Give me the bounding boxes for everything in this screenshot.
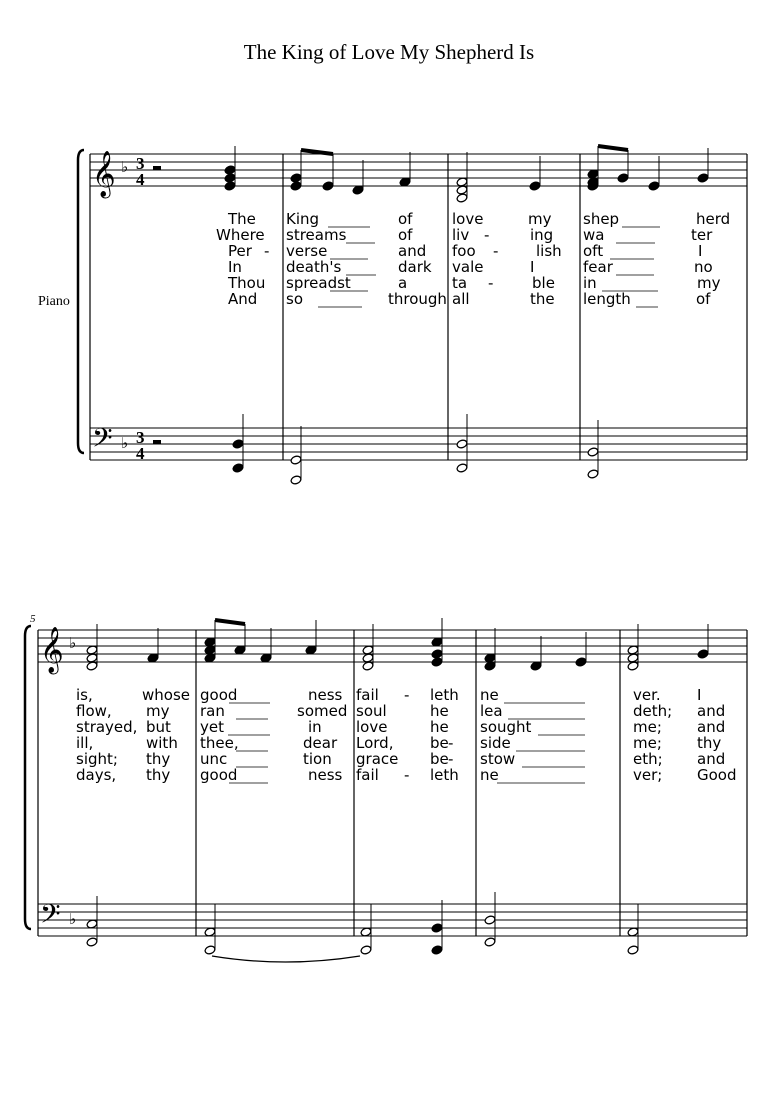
lyric-syllable: is, <box>76 686 93 704</box>
note-head <box>627 945 639 955</box>
lyric-syllable: Lord, <box>356 734 394 752</box>
lyric-syllable: King <box>286 210 320 228</box>
lyric-syllable: herd <box>696 210 731 228</box>
note-head <box>456 463 468 473</box>
lyric-syllable: - <box>488 274 494 292</box>
lyric-syllable: ness <box>308 766 343 784</box>
lyric-syllable: be <box>430 734 449 752</box>
lyric-syllable: fear <box>583 258 613 276</box>
lyric-syllable: lea <box>480 702 503 720</box>
note-head <box>290 173 302 183</box>
flat-icon: ♭ <box>121 158 129 176</box>
lyric-syllable: verse <box>286 242 328 260</box>
lyric-syllable: I <box>530 258 535 276</box>
lyric-syllable: of <box>398 226 413 244</box>
lyric-syllable: but <box>146 718 171 736</box>
lyric-syllable: thy <box>146 766 171 784</box>
lyric-syllable: and <box>697 702 726 720</box>
note-head <box>587 469 599 479</box>
half-rest-icon <box>153 440 161 444</box>
note-head <box>617 173 629 183</box>
lyric-syllable: vale <box>452 258 484 276</box>
note-head <box>697 649 709 659</box>
time-signature-bottom: 4 <box>136 444 145 463</box>
lyric-syllable: I <box>698 242 703 260</box>
lyric-syllable: of <box>696 290 711 308</box>
lyric-syllable: in <box>308 718 322 736</box>
lyric-syllable: leth <box>430 686 459 704</box>
instrument-label: Piano <box>38 294 70 309</box>
lyric-syllable: - <box>493 242 499 260</box>
lyric-syllable: he <box>430 718 449 736</box>
lyric-syllable: Good <box>697 766 737 784</box>
lyric-syllable: in <box>583 274 597 292</box>
note-head <box>232 439 244 449</box>
lyric-syllable: whose <box>142 686 190 704</box>
note-head <box>587 447 599 457</box>
lyric-syllable: streams <box>286 226 347 244</box>
lyric-syllable: all <box>452 290 470 308</box>
lyric-syllable: good <box>200 686 238 704</box>
lyric-syllable: ter <box>691 226 713 244</box>
lyric-syllable: me; <box>633 734 662 752</box>
note-head <box>290 475 302 485</box>
note-head <box>529 181 541 191</box>
lyric-syllable: so <box>286 290 303 308</box>
note-head <box>431 945 443 955</box>
lyric-syllable: oft <box>583 242 604 260</box>
lyric-syllable: love <box>452 210 484 228</box>
lyric-syllable: - <box>484 226 490 244</box>
lyric-syllable: love <box>356 718 388 736</box>
lyric-syllable: ran <box>200 702 225 720</box>
lyric-syllable: ver; <box>633 766 663 784</box>
lyric-syllable: no <box>694 258 713 276</box>
bass-clef-icon: 𝄢 <box>92 422 113 460</box>
lyric-syllable: with <box>146 734 178 752</box>
lyric-syllable: through <box>388 290 447 308</box>
lyric-syllable: spreadst <box>286 274 351 292</box>
note-head <box>484 937 496 947</box>
lyric-syllable: foo <box>452 242 476 260</box>
note-head <box>224 181 236 191</box>
lyric-syllable: be <box>430 750 449 768</box>
lyric-syllable: Thou <box>228 274 266 292</box>
lyric-syllable: my <box>146 702 170 720</box>
lyric-syllable: tion <box>303 750 332 768</box>
lyric-syllable: deth; <box>633 702 673 720</box>
lyric-syllable: ne <box>480 766 499 784</box>
lyric-syllable: - <box>448 734 454 752</box>
lyric-syllable: shep <box>583 210 620 228</box>
lyric-syllable: fail <box>356 766 379 784</box>
page-title: The King of Love My Shepherd Is <box>243 40 535 64</box>
lyric-syllable: ing <box>530 226 554 244</box>
lyric-syllable: the <box>530 290 555 308</box>
lyric-syllable: days, <box>76 766 117 784</box>
measure-number: 5 <box>30 613 36 625</box>
time-signature-top: 3 <box>136 428 145 447</box>
system-bracket <box>25 626 31 929</box>
lyric-syllable: thy <box>697 734 722 752</box>
lyric-syllable: Per <box>228 242 252 260</box>
lyric-syllable: flow, <box>76 702 112 720</box>
lyrics <box>76 210 737 784</box>
lyric-syllable: dark <box>398 258 432 276</box>
note-head <box>224 173 236 183</box>
clefs-and-signatures <box>25 150 164 936</box>
flat-icon: ♭ <box>69 634 77 652</box>
lyric-syllable: length <box>583 290 631 308</box>
lyric-syllable: dear <box>303 734 338 752</box>
half-rest-icon <box>153 166 161 170</box>
lyric-syllable: - <box>448 750 454 768</box>
lyric-syllable: - <box>264 242 270 260</box>
lyric-syllable: eth; <box>633 750 663 768</box>
note-head <box>290 181 302 191</box>
lyric-syllable: strayed, <box>76 718 138 736</box>
note-beam <box>598 146 628 150</box>
lyric-syllable: - <box>404 766 410 784</box>
flat-icon: ♭ <box>121 434 129 452</box>
lyric-syllable: The <box>228 210 256 228</box>
lyric-syllable: lish <box>536 242 562 260</box>
note-head <box>431 657 443 667</box>
note-head <box>456 193 468 203</box>
lyric-syllable: thee, <box>200 734 239 752</box>
lyric-syllable: ta <box>452 274 468 292</box>
lyric-syllable: he <box>430 702 449 720</box>
note-head <box>86 937 98 947</box>
treble-clef-icon: 𝄞 <box>40 627 64 673</box>
note-head <box>431 923 443 933</box>
treble-clef-icon: 𝄞 <box>92 151 116 197</box>
lyric-syllable: fail <box>356 686 379 704</box>
lyric-syllable: ill, <box>76 734 94 752</box>
lyric-syllable: my <box>528 210 552 228</box>
note-head <box>322 181 334 191</box>
lyric-syllable: ness <box>308 686 343 704</box>
lyric-syllable: And <box>228 290 258 308</box>
lyric-syllable: grace <box>356 750 399 768</box>
lyric-syllable: - <box>404 686 410 704</box>
lyric-syllable: stow <box>480 750 516 768</box>
note-head <box>575 657 587 667</box>
lyric-syllable: a <box>398 274 408 292</box>
bass-clef-icon: 𝄢 <box>40 898 61 936</box>
system-bracket <box>78 150 84 453</box>
lyric-syllable: wa <box>583 226 605 244</box>
lyric-syllable: leth <box>430 766 459 784</box>
note-head <box>484 915 496 925</box>
lyric-syllable: somed <box>297 702 348 720</box>
note-head <box>232 463 244 473</box>
lyric-syllable: ne <box>480 686 499 704</box>
lyric-syllable: ble <box>532 274 555 292</box>
lyric-syllable: and <box>697 750 726 768</box>
lyric-syllable: sought <box>480 718 532 736</box>
lyric-syllable: my <box>697 274 721 292</box>
time-signature-top: 3 <box>136 154 145 173</box>
note-beam <box>215 620 245 624</box>
lyric-syllable: me; <box>633 718 662 736</box>
lyric-syllable: thy <box>146 750 171 768</box>
note-beam <box>301 150 333 154</box>
lyric-syllable: death's <box>286 258 342 276</box>
lyric-syllable: yet <box>200 718 224 736</box>
lyric-syllable: and <box>697 718 726 736</box>
note-head <box>360 945 372 955</box>
note-head <box>290 455 302 465</box>
lyric-syllable: sight; <box>76 750 118 768</box>
barlines <box>38 154 747 936</box>
note-head <box>648 181 660 191</box>
lyric-syllable: good <box>200 766 238 784</box>
note-head <box>431 649 443 659</box>
note-head <box>224 165 236 175</box>
staff-lines <box>38 154 747 936</box>
lyric-syllable: Where <box>216 226 265 244</box>
tie <box>212 956 360 962</box>
flat-icon: ♭ <box>69 910 77 928</box>
lyric-syllable: ver. <box>633 686 661 704</box>
note-head <box>204 945 216 955</box>
note-head <box>456 439 468 449</box>
lyric-syllable: of <box>398 210 413 228</box>
time-signature-bottom: 4 <box>136 170 145 189</box>
lyric-syllable: In <box>228 258 242 276</box>
lyric-syllable: side <box>480 734 511 752</box>
lyric-syllable: liv <box>452 226 470 244</box>
lyric-syllable: and <box>398 242 427 260</box>
lyric-syllable: soul <box>356 702 387 720</box>
lyric-syllable: unc <box>200 750 228 768</box>
note-head <box>697 173 709 183</box>
lyric-syllable: I <box>697 686 702 704</box>
